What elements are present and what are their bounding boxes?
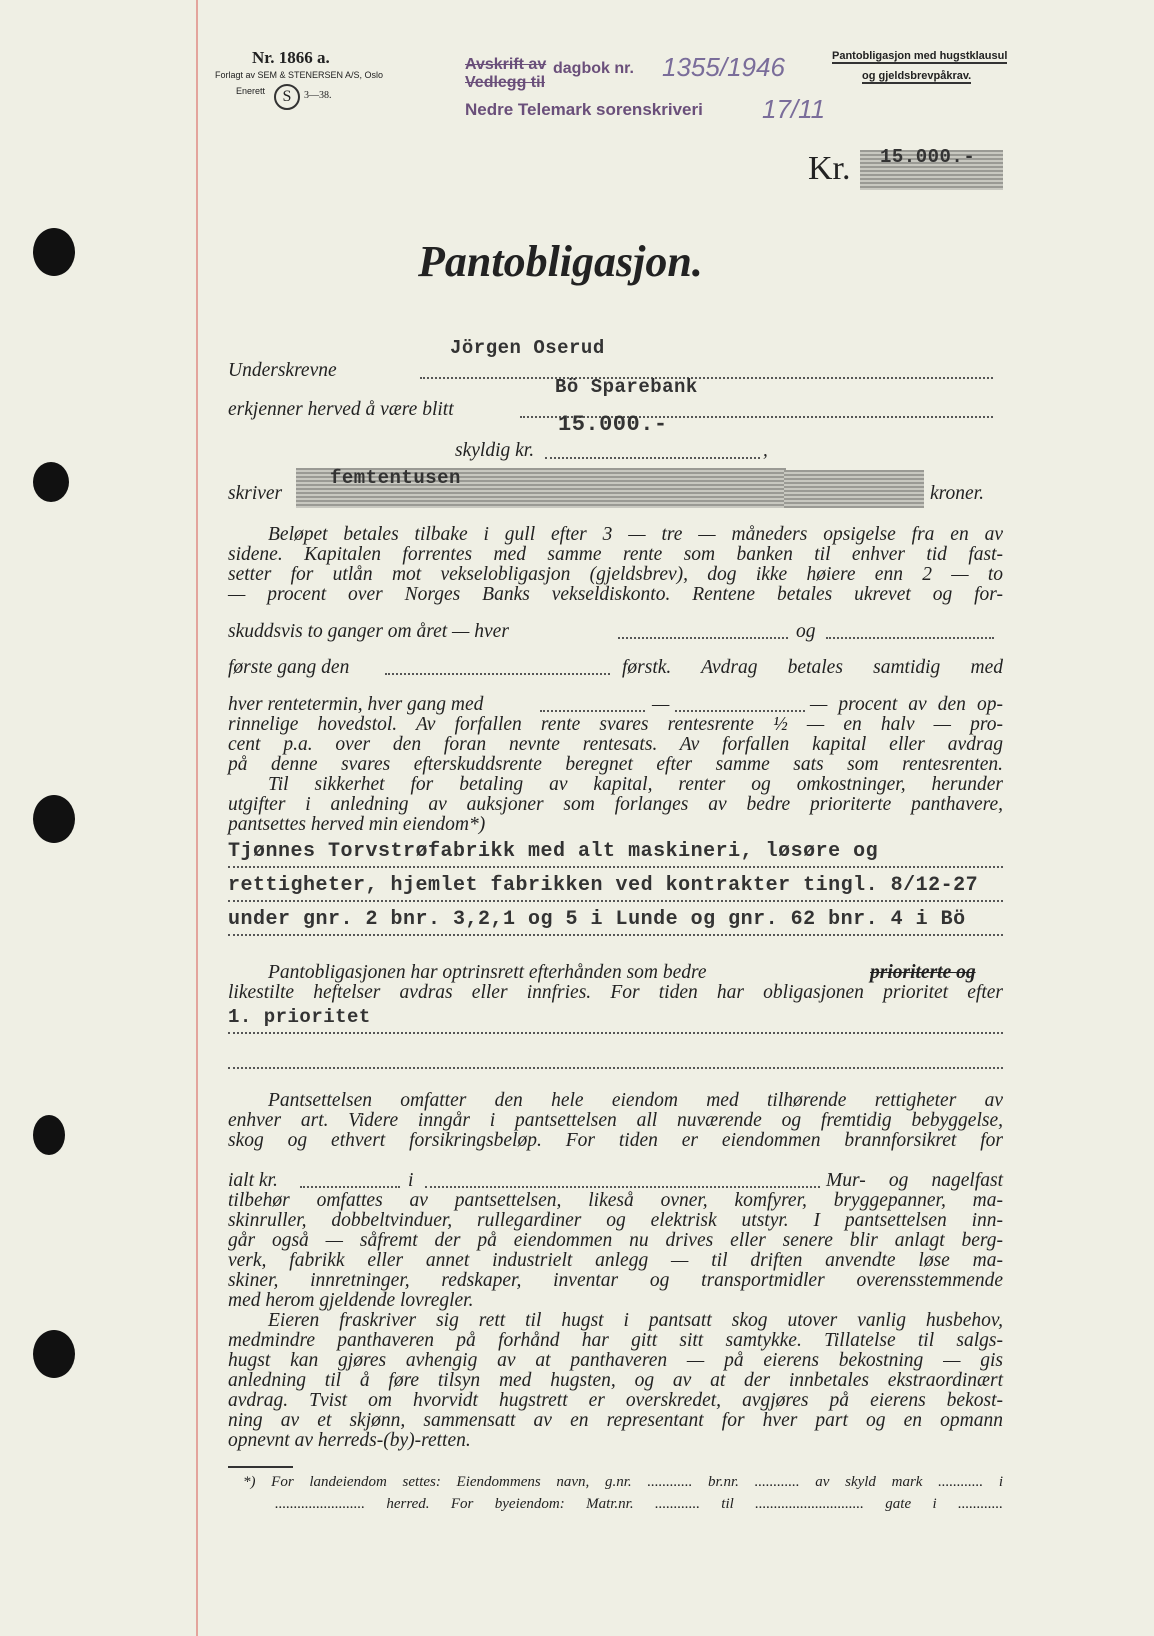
dotted-line [300, 1186, 400, 1188]
dotted-line [425, 1186, 820, 1188]
creditor-name: Bö Sparebank [555, 376, 698, 398]
text-line: anledning til å føre tilsyn med hugsten, og av at der innbetales ekstraordinært [228, 1370, 1003, 1391]
text-i: i [408, 1170, 414, 1191]
text-mur: Mur- og nagelfast [826, 1170, 1003, 1191]
dotted-line [228, 934, 1003, 936]
dotted-line [545, 457, 760, 459]
text-line: hugst kan gjøres avhengig av at panthaveren — på eierens bekostning — gis [228, 1350, 1003, 1371]
text-line: på denne svares efterskuddsrente beregnet efter samme sats som rentesrenten. [228, 754, 1003, 775]
text-ialt: ialt kr. [228, 1170, 278, 1191]
text-line: går også — såfremt der på eiendommen nu drives eller senere blir anlagt berg- [228, 1230, 1003, 1251]
label-underskrevne: Underskrevne [228, 360, 337, 381]
text-line: — procent over Norges Banks vekseldiskonto. Rentene betales ukrevet og for- [228, 584, 1003, 605]
footnote-line: ........................ herred. For byeiendom: Matr.nr. ............ til ............................. gate i ............ [275, 1496, 1003, 1512]
text-line: Beløpet betales tilbake i gull efter 3 — tre — måneders opsigelse fra en av [268, 524, 1003, 545]
punch-hole [33, 1115, 65, 1155]
punch-hole [33, 1330, 75, 1378]
text-hver: hver rentetermin, hver gang med [228, 694, 484, 715]
label-kroner: kroner. [930, 483, 984, 504]
footnote-line: *) For landeiendom settes: Eiendommens navn, g.nr. ............ br.nr. ............ av skyld mark ............ i [243, 1474, 1003, 1490]
dotted-line [228, 1067, 1003, 1069]
edition: 3—38. [304, 90, 332, 101]
publisher: Forlagt av SEM & STENERSEN A/S, Oslo [215, 70, 384, 80]
dotted-line [540, 710, 645, 712]
label-skyldig: skyldig kr. [455, 440, 535, 461]
text-line: rinnelige hovedstol. Av forfallen rente svares rentesrente ½ — en halv — pro- [228, 714, 1003, 735]
text-line: skinruller, dobbeltvinduer, rullegardiner og elektrisk utstyr. I pantsettelsen inn- [228, 1210, 1003, 1231]
text-line: tilbehør omfattes av pantsettelsen, likeså ovner, komfyrer, bryggepanner, ma- [228, 1190, 1003, 1211]
text-dash: — [652, 694, 670, 715]
text-line: skiner, innretninger, redskaper, inventar og transportmidler overensstemmende [228, 1270, 1003, 1291]
stamp-office: Nedre Telemark sorenskriveri [465, 100, 703, 119]
comma: , [763, 440, 768, 461]
punch-hole [33, 462, 69, 502]
stamp-vedlegg: Vedlegg til [465, 74, 546, 91]
dotted-line [675, 710, 805, 712]
text-line: utgifter i anledning av auksjoner som forlanges av bedre prioriterte panthavere, [228, 794, 1003, 815]
dotted-line [618, 637, 788, 639]
text-line: medmindre panthaveren på forhånd har gitt sitt samtykke. Tillatelse til salgs- [228, 1330, 1003, 1351]
text-line: med herom gjeldende lovregler. [228, 1290, 474, 1311]
text-forste-gang: første gang den [228, 657, 350, 678]
text-line: setter for utlån mot vekselobligasjon (gjeldsbrev), dog ikke høiere enn 2 — to [228, 564, 1003, 585]
enerett: Enerett [236, 86, 266, 96]
form-type-2: og gjeldsbrevpåkrav. [862, 70, 972, 82]
dotted-line [228, 866, 1003, 868]
dotted-line [420, 377, 993, 379]
text-line: pantsettes herved min eiendom*) [228, 814, 486, 835]
text-procent: — procent av den op- [810, 694, 1003, 715]
property-line: rettigheter, hjemlet fabrikken ved kontrakter tingl. 8/12-27 [228, 874, 979, 897]
stamp-avskrift: Avskrift av [465, 56, 547, 73]
struck-text: prioriterte og [870, 962, 976, 983]
property-line: Tjønnes Torvstrøfabrikk med alt maskineri, løsøre og [228, 840, 879, 863]
text-line: Til sikkerhet for betaling av kapital, renter og omkostninger, herunder [268, 774, 1003, 795]
amount-value: 15.000.- [880, 146, 976, 168]
dotted-line [826, 637, 994, 639]
text-line: ning av et skjønn, sammensatt av en representant for hver part og en opmann [228, 1410, 1003, 1431]
punch-hole [33, 795, 75, 843]
publisher-logo: S [274, 84, 300, 110]
text-line: Pantsettelsen omfatter den hele eiendom med tilhørende rettigheter av [268, 1090, 1003, 1111]
stamp-dagbok: dagbok nr. [553, 60, 634, 77]
text-line: Pantobligasjonen har optrinsrett efterhånden som bedre [268, 962, 707, 983]
text-line: avdrag. Tvist om hvorvidt hugstrett er overskredet, avgjøres på eierens bekost- [228, 1390, 1003, 1411]
dagbok-number: 1355/1946 [662, 52, 785, 82]
text-og: og [796, 621, 816, 642]
text-line: sidene. Kapitalen forrentes med samme rente som banken til enhver tid fast- [228, 544, 1003, 565]
label-skriver: skriver [228, 483, 283, 504]
text-skuddsvis: skuddsvis to ganger om året — hver [228, 621, 509, 642]
label-erkjenner: erkjenner herved å være blitt [228, 399, 454, 420]
dotted-line [385, 673, 610, 675]
text-line: skog og ethvert forsikringsbeløp. For tiden er eiendommen brannforsikret for [228, 1130, 1003, 1151]
footnote-rule [228, 1466, 293, 1468]
text-forstk: førstk. Avdrag betales samtidig med [622, 657, 1003, 678]
words-box-2 [784, 470, 924, 508]
amount-words: femtentusen [330, 467, 461, 489]
form-type: Pantobligasjon med hugstklausul [832, 50, 1008, 62]
text-line: Eieren fraskriver sig rett til hugst i pantsatt skog utover vanlig husbehov, [268, 1310, 1003, 1331]
punch-hole [33, 228, 75, 276]
stamp-date: 17/11 [762, 94, 826, 124]
text-line: enhver art. Videre inngår i pantsettelsen all nuværende og fremtidig bebyggelse, [228, 1110, 1003, 1131]
priority-typed: 1. prioritet [228, 1006, 371, 1028]
debtor-name: Jörgen Oserud [450, 337, 605, 359]
margin-line [196, 0, 198, 1636]
document-title: Pantobligasjon. [418, 237, 703, 286]
dotted-line [228, 1032, 1003, 1034]
text-line: verk, fabrikk eller annet industrielt anlegg — til driften anvendte løse ma- [228, 1250, 1003, 1271]
text-line: cent p.a. over den foran nevnte rentesats. Av forfallen kapital eller avdrag [228, 734, 1003, 755]
kr-label: Kr. [808, 150, 851, 187]
form-number: Nr. 1866 a. [252, 48, 330, 67]
property-line: under gnr. 2 bnr. 3,2,1 og 5 i Lunde og gnr. 62 bnr. 4 i Bö [228, 908, 966, 931]
dotted-line [228, 900, 1003, 902]
text-line: likestilte heftelser avdras eller innfries. For tiden har obligasjonen prioritet efter [228, 982, 1003, 1003]
text-line: opnevnt av herreds-(by)-retten. [228, 1430, 471, 1451]
debt-amount: 15.000.- [558, 412, 668, 437]
